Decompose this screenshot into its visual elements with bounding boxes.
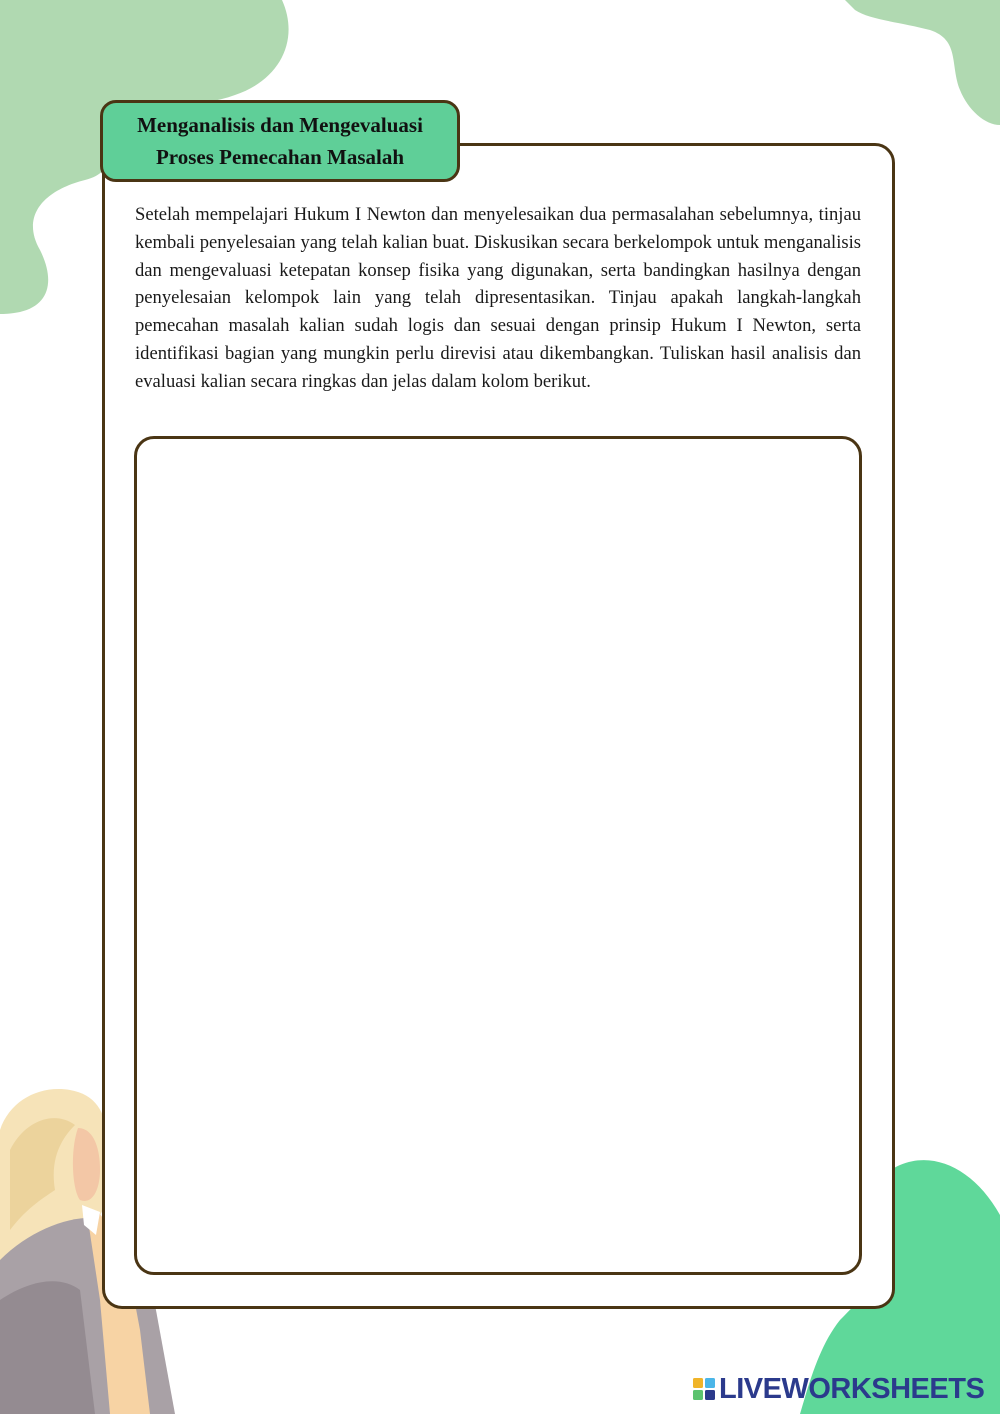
section-title-tab xyxy=(100,100,460,182)
section-title-line-1: Menganalisis dan Mengevaluasi xyxy=(137,113,423,137)
brand-name: LIVEWORKSHEETS xyxy=(719,1372,985,1405)
answer-text-area[interactable] xyxy=(134,436,862,1275)
liveworksheets-logo-icon xyxy=(693,1378,715,1400)
liveworksheets-brand[interactable] xyxy=(693,1372,984,1406)
instructions-paragraph: Setelah mempelajari Hukum I Newton dan menyelesaikan dua permasalahan sebelumnya, tinjau kembali penyelesaian yang telah kalian buat. Diskusikan secara berkelompok untuk menganalisis dan mengevaluasi ketepatan konsep fisika yang digunakan, serta bandingkan hasilnya dengan penyelesaian kelompok lain yang telah dipresentasikan. Tinjau apakah langkah-langkah pemecahan masalah kalian sudah logis dan sesuai dengan prinsip Hukum I Newton, serta identifikasi bagian yang mungkin perlu direvisi atau dikembangkan. Tuliskan hasil analisis dan evaluasi kalian secara ringkas dan jelas dalam kolom berikut. xyxy=(135,204,861,392)
newton-coat-shade xyxy=(0,1281,95,1414)
top-right-blob xyxy=(845,0,1000,125)
section-title-line-2: Proses Pemecahan Masalah xyxy=(155,145,405,169)
